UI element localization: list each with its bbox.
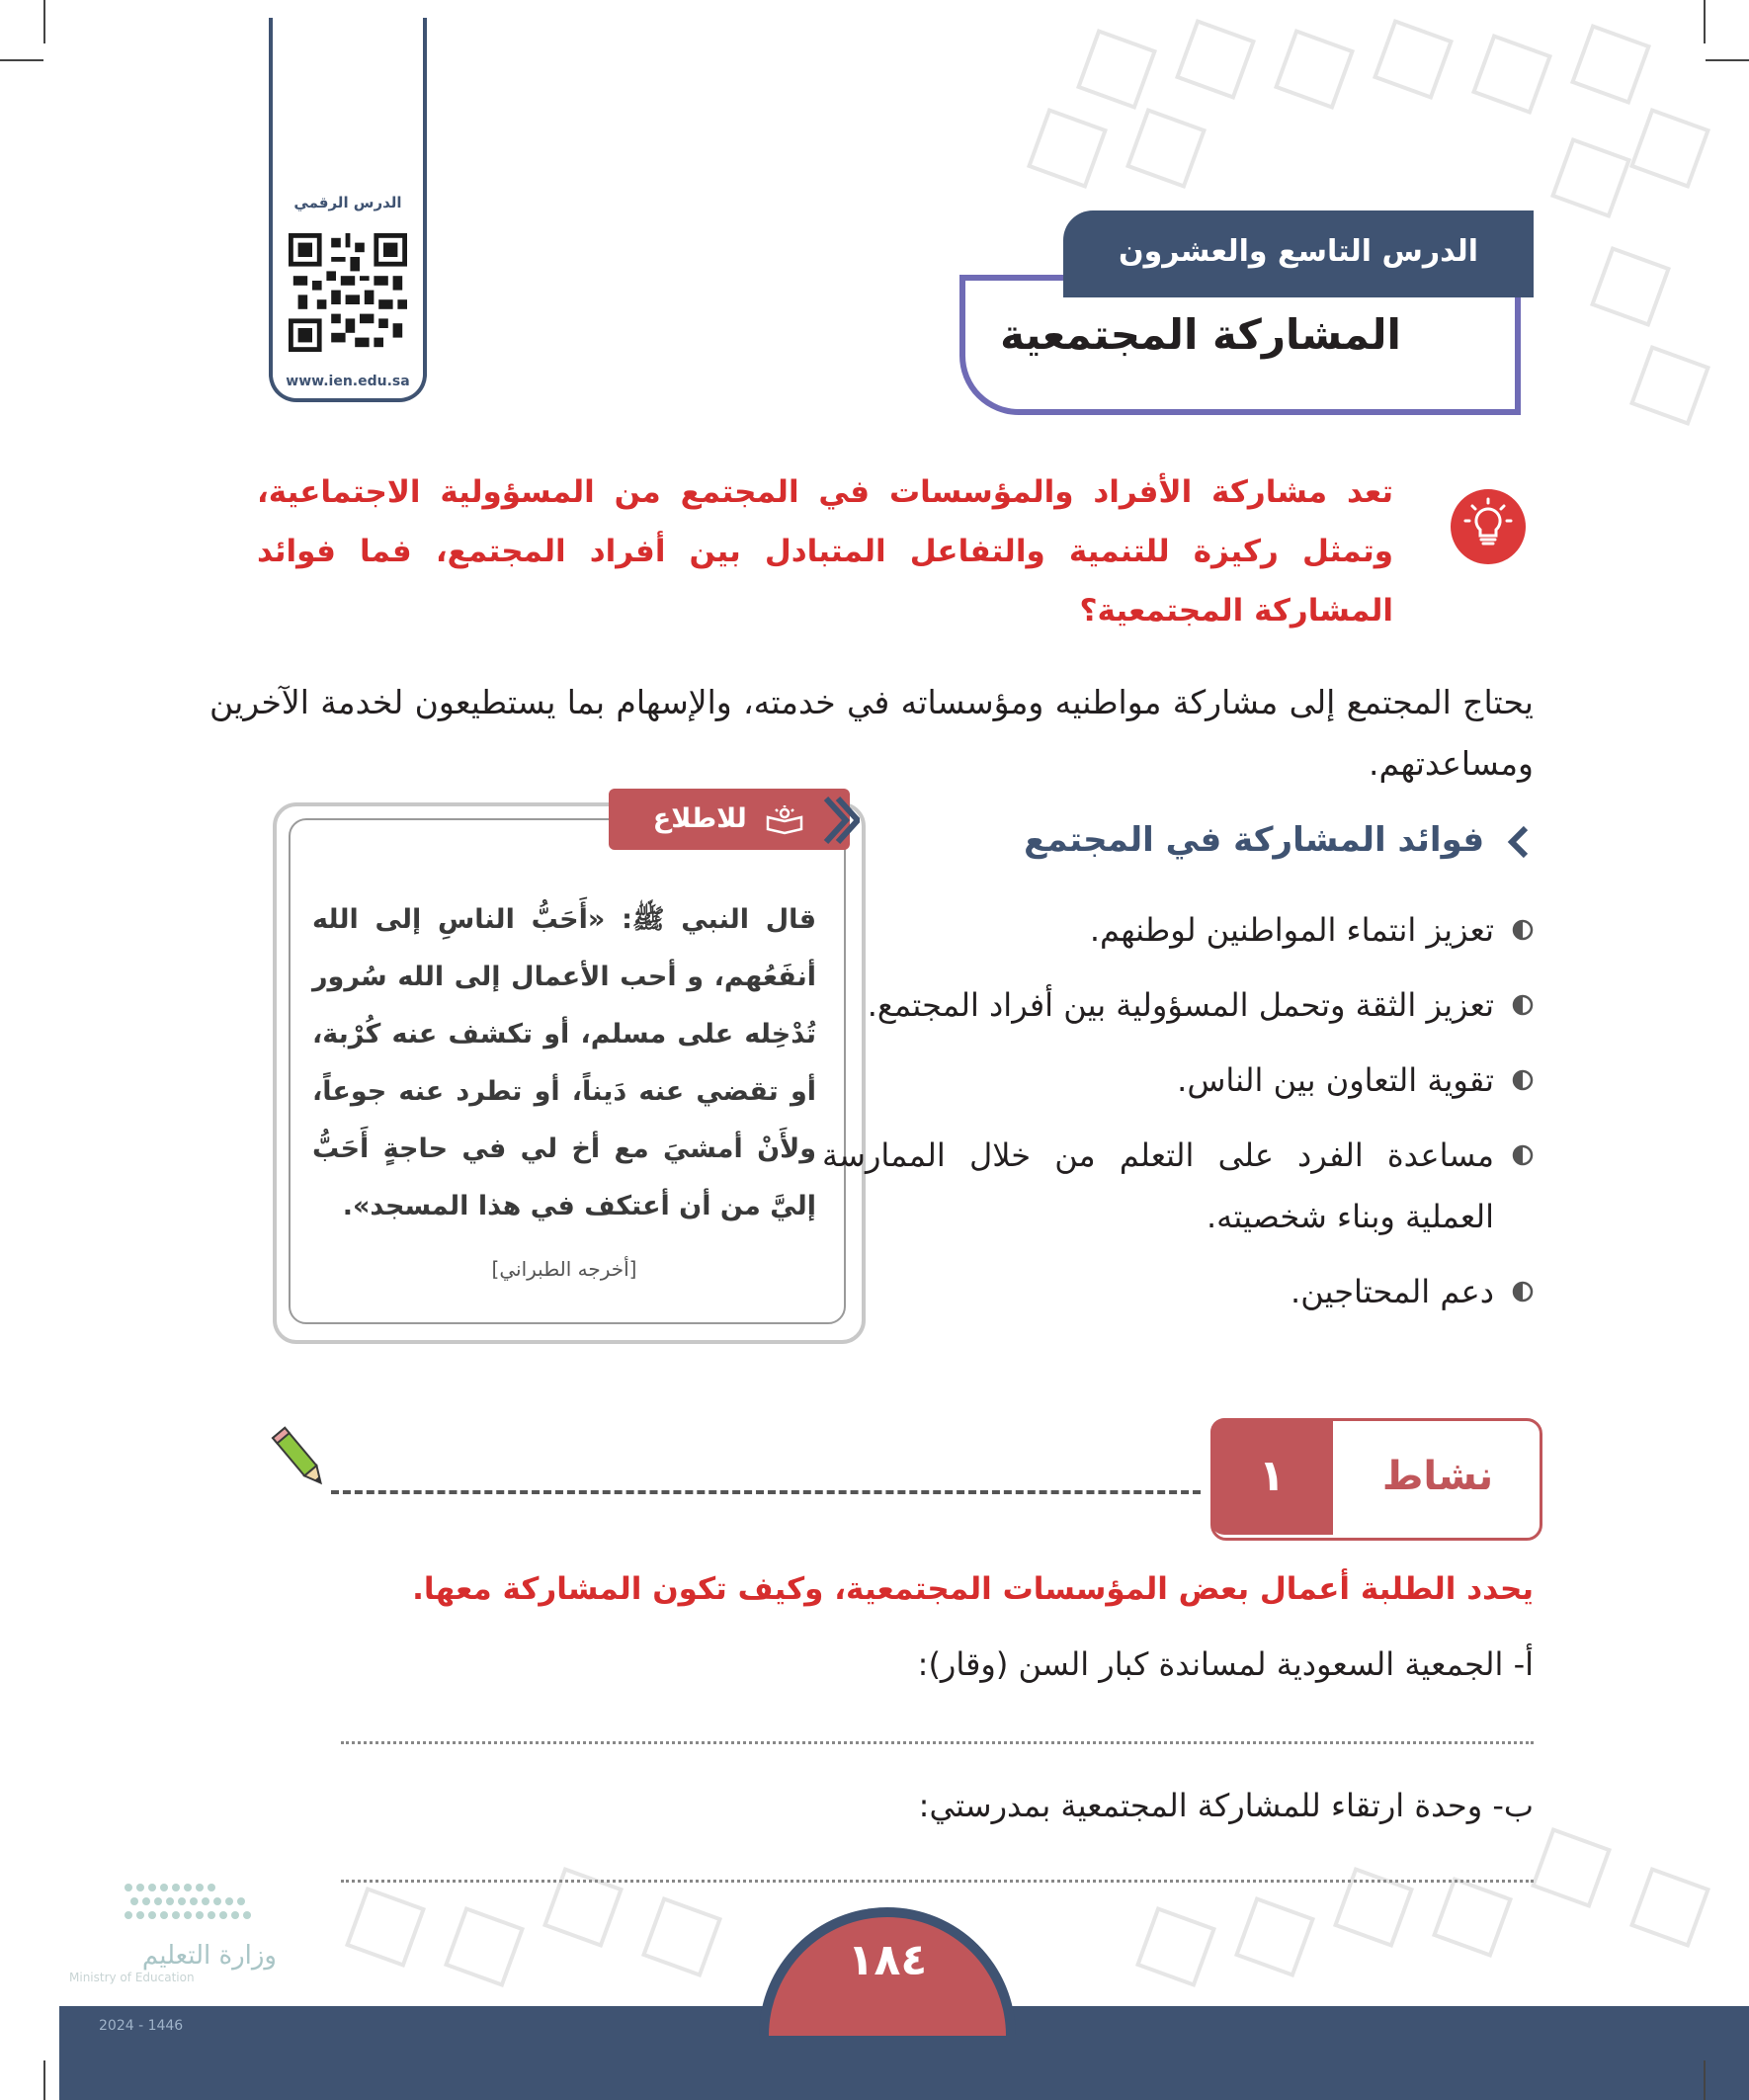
intro-paragraph: يحتاج المجتمع إلى مشاركة مواطنيه ومؤسساته في خدمته، والإسهام بما يستطيعون لخدمة الآخرين ومساعدتهم. <box>209 683 1534 783</box>
benefit-text: مساعدة الفرد على التعلم من خلال الممارسة العملية وبناء شخصيته. <box>822 1136 1494 1235</box>
benefits-heading-text: فوائد المشاركة في المجتمع <box>1024 820 1485 860</box>
page-number: ١٨٤ <box>847 1935 928 1985</box>
hadith-text: قال النبي ﷺ: «أَحَبُّ الناسِ إلى الله أنفَعُهم، و أحب الأعمال إلى الله سُرور تُدْخِله على مسلم، أو تكشف عنه كُرْبة، أو تقضي عنه دَيناً، أو تطرد عنه جوعاً، ولأَنْ أمشيَ مع أخ لي في حاجةٍ أَحَبُّ إليَّ من أن أعتكف في هذا المسجد». <box>312 904 816 1221</box>
list-item <box>822 1050 1534 1111</box>
qr-title: الدرس الرقمي <box>293 194 402 211</box>
question-b: ب- وحدة ارتقاء للمشاركة المجتمعية بمدرستي: <box>918 1787 1534 1824</box>
benefit-text: دعم المحتاجين. <box>1291 1273 1494 1310</box>
crop-mark <box>43 0 45 43</box>
ministry-dots-icon <box>119 1878 277 1937</box>
info-tag-label: للاطلاع <box>652 803 747 834</box>
info-tag <box>609 789 850 850</box>
qr-code-icon[interactable] <box>289 233 407 352</box>
bullet-icon <box>1512 919 1534 941</box>
crop-mark <box>1704 0 1706 43</box>
activity-number: ١ <box>1210 1418 1333 1535</box>
hadith-source: [أخرجه الطبراني] <box>491 1257 637 1281</box>
benefit-text: تعزيز انتماء المواطنين لوطنهم. <box>1089 911 1494 949</box>
activity-dashed-line <box>331 1490 1201 1494</box>
lesson-number: الدرس التاسع والعشرون <box>1063 210 1534 297</box>
answer-line-b[interactable] <box>341 1880 1534 1883</box>
bullet-icon <box>1512 1281 1534 1302</box>
intro-question: تعد مشاركة الأفراد والمؤسسات في المجتمع من المسؤولية الاجتماعية، وتمثل ركيزة للتنمية والتفاعل المتبادل بين أفراد المجتمع، فما فوائد المشاركة المجتمعية؟ <box>257 474 1393 629</box>
reading-icon <box>764 805 805 835</box>
qr-card[interactable] <box>269 18 427 402</box>
list-item <box>822 1261 1534 1322</box>
lightbulb-icon <box>1451 489 1526 564</box>
answer-line-a[interactable] <box>341 1741 1534 1744</box>
bullet-icon <box>1512 994 1534 1016</box>
crop-mark <box>0 59 43 61</box>
benefit-text: تعزيز الثقة وتحمل المسؤولية بين أفراد المجتمع. <box>867 986 1494 1024</box>
qr-url[interactable]: www.ien.edu.sa <box>286 374 410 389</box>
list-item <box>822 1125 1534 1247</box>
question-a: أ- الجمعية السعودية لمساندة كبار السن (وقار): <box>917 1645 1534 1683</box>
chevron-left-icon <box>1504 824 1534 860</box>
activity-task: يحدد الطلبة أعمال بعض المؤسسات المجتمعية، وكيف تكون المشاركة معها. <box>412 1571 1534 1607</box>
bullet-icon <box>1512 1144 1534 1166</box>
info-tag-chevron-icon <box>820 791 860 850</box>
crop-mark <box>43 2060 45 2100</box>
lesson-title: المشاركة المجتمعية <box>1000 310 1401 359</box>
list-item <box>822 899 1534 961</box>
pencil-icon <box>267 1423 334 1494</box>
list-item <box>822 974 1534 1036</box>
benefit-text: تقوية التعاون بين الناس. <box>1177 1061 1494 1099</box>
ministry-logo <box>69 1878 277 1984</box>
crop-mark <box>1704 2060 1706 2100</box>
crop-mark <box>1706 59 1749 61</box>
bullet-icon <box>1512 1069 1534 1091</box>
benefits-heading <box>1024 820 1534 860</box>
activity-label: نشاط <box>1381 1454 1494 1499</box>
edition-year: 2024 - 1446 <box>99 2018 184 2034</box>
benefits-list <box>822 899 1534 1336</box>
ministry-name: وزارة التعليم <box>141 1941 277 1971</box>
ministry-name-en: Ministry of Education <box>69 1971 195 1984</box>
